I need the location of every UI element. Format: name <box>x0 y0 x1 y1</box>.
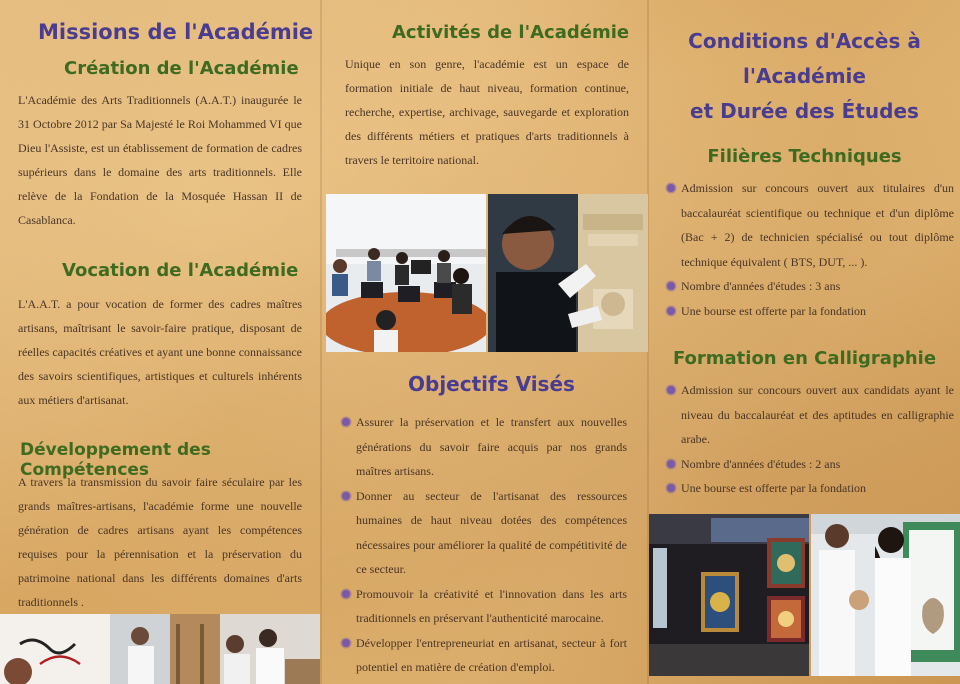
activites-text: Unique en son genre, l'académie est un espace de formation initiale de haut niveau, formation continue, recherche, expertise, archivage, sauvegarde et exploration des différents métiers et pratiques d'arts traditionnels à travers le territoire national. <box>345 57 629 167</box>
filiere-item <box>667 274 954 299</box>
conditions-title-line3: et Durée des Études <box>690 99 919 123</box>
flower-bullet-icon <box>342 639 350 647</box>
objectif-text: Promouvoir la créativité et l'innovation dans les arts traditionnels en préservant l'authenticité marocaine. <box>356 586 627 625</box>
filieres-list <box>667 176 954 323</box>
vocation-text: L'A.A.T. a pour vocation de former des cadres maîtres artisans, maîtrisant le savoir-faire pratique, disposant de réelles capacités créatives et ayant une bonne connaissance des savoirs scientifiques, artistiques et culturels inhérents aux métiers d'artisanat. <box>18 297 302 407</box>
calligraphie-list <box>667 378 954 501</box>
flower-bullet-icon <box>342 590 350 598</box>
calligraphie-text: Une bourse est offerte par la fondation <box>681 481 867 495</box>
filiere-text: Une bourse est offerte par la fondation <box>681 303 867 318</box>
photo-computer-lab <box>326 194 486 352</box>
photo-pottery-students <box>811 514 960 676</box>
photo-calligraphy-workshop <box>0 614 320 684</box>
objectif-text: Développer l'entrepreneuriat en artisanat, secteur à fort potentiel en matière de création d'emploi. <box>356 635 627 674</box>
objectif-item <box>342 484 627 582</box>
calligraphie-text: Admission sur concours ouvert aux candidats ayant le niveau du baccalauréat et des aptitudes en calligraphie arabe. <box>681 383 954 446</box>
calligraphie-heading: Formation en Calligraphie <box>672 348 937 369</box>
calligraphie-text: Nombre d'années d'études : 2 ans <box>681 456 841 471</box>
competences-heading: Développement des Compétences <box>20 440 211 480</box>
conditions-title-line1: Conditions d'Accès à <box>688 29 921 53</box>
flower-bullet-icon <box>667 484 675 492</box>
missions-title: Missions de l'Académie <box>38 20 314 44</box>
flower-bullet-icon <box>342 418 350 426</box>
activites-heading: Activités de l'Académie <box>392 22 630 43</box>
competences-text: A travers la transmission du savoir faire séculaire par les grands maîtres-artisans, l'académie forme une nouvelle génération de cadres artisans ayant les compétences requises pour la pérennisation et la préservation du patrimoine national dans les différents domaines d'arts traditionnels . <box>18 475 302 609</box>
filieres-heading: Filières Techniques <box>707 146 902 167</box>
objectif-text: Donner au secteur de l'artisanat des ressources humaines de haut niveau dotées des compétences nécessaires pour améliorer la qualité de compétitivité de ce secteur. <box>356 488 627 576</box>
creation-heading: Création de l'Académie <box>64 58 299 79</box>
panel-missions <box>0 0 320 684</box>
flower-bullet-icon <box>667 460 675 468</box>
filiere-item <box>667 299 954 324</box>
calligraphie-item <box>667 452 954 477</box>
filiere-text: Nombre d'années d'études : 3 ans <box>681 279 841 293</box>
filiere-item <box>667 176 954 274</box>
flower-bullet-icon <box>667 282 675 290</box>
objectif-text: Assurer la préservation et le transfert aux nouvelles générations du savoir faire acquis par nos grands maîtres artisans. <box>356 415 627 478</box>
panel-activites <box>322 0 647 684</box>
flower-bullet-icon <box>667 184 675 192</box>
vocation-heading: Vocation de l'Académie <box>62 260 299 281</box>
filiere-text: Admission sur concours ouvert aux titulaires d'un baccalauréat scientifique ou technique et d'un diplôme (Bac + 2) de technicien spécialisé ou tout diplôme technique équivalent ( BTS, DUT, ... ). <box>681 181 954 269</box>
objectifs-list <box>342 410 627 680</box>
flower-bullet-icon <box>667 386 675 394</box>
objectif-item <box>342 582 627 631</box>
calligraphie-item <box>667 378 954 452</box>
flower-bullet-icon <box>342 492 350 500</box>
panel-conditions <box>649 0 960 684</box>
objectif-item <box>342 410 627 484</box>
calligraphie-item <box>667 476 954 501</box>
conditions-title-line2: l'Académie <box>743 64 866 88</box>
flower-bullet-icon <box>667 307 675 315</box>
objectifs-heading: Objectifs Visés <box>408 372 575 396</box>
conditions-title <box>649 24 960 129</box>
objectif-item <box>342 631 627 680</box>
photo-woodcarving-student <box>488 194 648 352</box>
creation-text: L'Académie des Arts Traditionnels (A.A.T.) inaugurée le 31 Octobre 2012 par Sa Majesté le Roi Mohammed VI que Dieu l'Assiste, est un établissement de formation de cadres supérieurs dans le domaine des arts traditionnels. Elle relève de la Fondation de la Mosquée Hassan II de Casablanca. <box>18 93 302 227</box>
photo-zellige-gallery <box>649 514 809 676</box>
